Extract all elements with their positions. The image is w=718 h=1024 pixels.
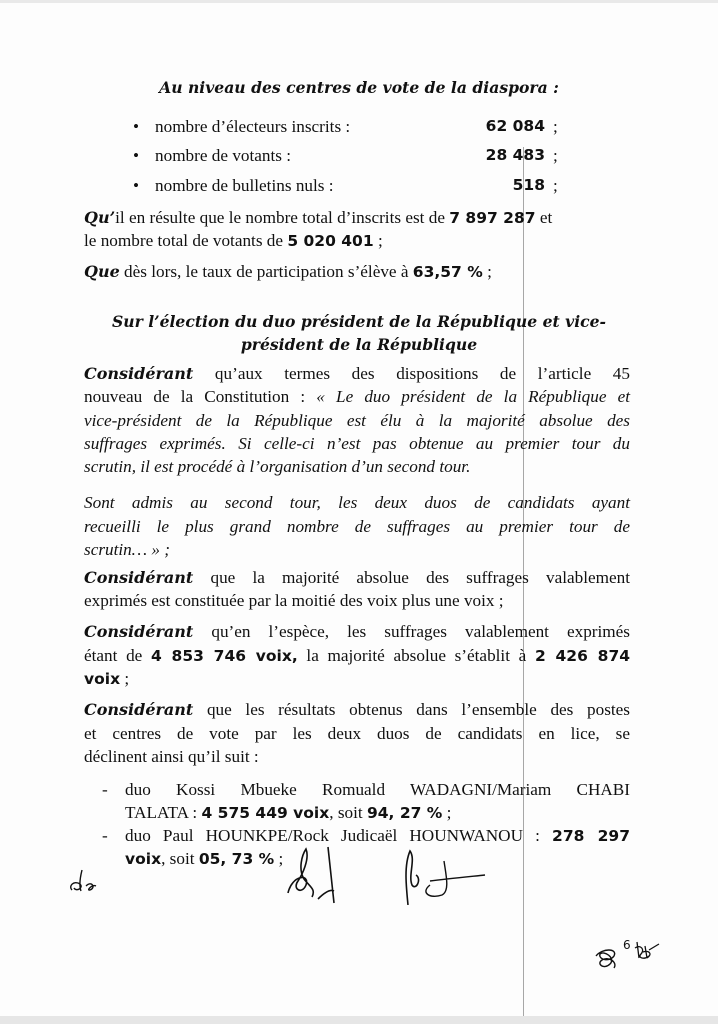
bullet-icon: • <box>133 117 140 136</box>
scan-top-edge <box>0 0 718 3</box>
considerant-2-line1: Considérant que la majorité absolue des suffrages valablement <box>84 568 630 587</box>
initials-left-icon <box>66 866 106 896</box>
considerant-4-line1: Considérant que les résultats obtenus dans l’ensemble des postes <box>84 700 630 719</box>
considerant-1-line4: suffrages exprimés. Si celle-ci n’est pas obtenue au premier tour du <box>84 434 630 453</box>
list-dash: - <box>102 826 108 845</box>
signature-icon <box>280 845 490 905</box>
list-dash: - <box>102 780 108 799</box>
considerant-4-line2: et centres de vote par les deux duos de candidats en lice, se <box>84 724 630 743</box>
initials-bottom-icon <box>592 942 622 972</box>
considerant-1-line7: recueilli le plus grand nombre de suffrages au premier tour de <box>84 517 630 536</box>
totals-paragraph-line2: le nombre total de votants de 5 020 401 ; <box>84 231 383 250</box>
result-duo-1-line1: duo Kossi Mbueke Romuald WADAGNI/Mariam CHABI <box>125 780 630 799</box>
scan-bottom-edge <box>0 1016 718 1024</box>
considerant-1-line5: scrutin, il est procédé à l’organisation d’un second tour. <box>84 457 471 476</box>
initials-corner-icon <box>631 938 661 962</box>
totals-paragraph-line1: Qu’il en résulte que le nombre total d’inscrits est de 7 897 287 et <box>84 208 553 227</box>
result-duo-1-line2: TALATA : 4 575 449 voix, soit 94, 27 % ; <box>125 803 452 822</box>
considerant-4-line3: déclinent ainsi qu’il suit : <box>84 747 259 766</box>
bullet-icon: • <box>133 176 140 195</box>
page-number: 6 <box>623 938 631 952</box>
considerant-3-line2: étant de 4 853 746 voix, la majorité absolue s’établit à 2 426 874 <box>84 646 631 665</box>
considerant-1-line2: nouveau de la Constitution : « Le duo président de la République et <box>84 387 630 406</box>
considerant-3-line1: Considérant qu’en l’espèce, les suffrages valablement exprimés <box>84 622 630 641</box>
considerant-1-line8: scrutin… » ; <box>84 540 170 559</box>
considerant-2-line2: exprimés est constituée par la moitié des voix plus une voix ; <box>84 591 504 610</box>
considerant-3-line3: voix ; <box>84 669 130 688</box>
diaspora-heading: Au niveau des centres de vote de la diaspora : <box>159 78 559 97</box>
result-duo-2-line1: duo Paul HOUNKPE/Rock Judicaël HOUNWANOU : 278 297 <box>125 826 630 845</box>
considerant-1-line6: Sont admis au second tour, les deux duos de candidats ayant <box>84 493 630 512</box>
considerant-1-line1: Considérant qu’aux termes des dispositions de l’article 45 <box>84 364 630 383</box>
section-title-line2: président de la République <box>240 335 478 354</box>
participation-paragraph: Que dès lors, le taux de participation s’élève à 63,57 % ; <box>84 262 492 281</box>
bullet-icon: • <box>133 146 140 165</box>
considerant-1-line3: vice-président de la République est élu à la majorité absolue des <box>84 411 630 430</box>
section-title-line1: Sur l’élection du duo président de la République et vice- <box>111 312 607 331</box>
result-duo-2-line2: voix, soit 05, 73 % ; <box>125 849 284 868</box>
